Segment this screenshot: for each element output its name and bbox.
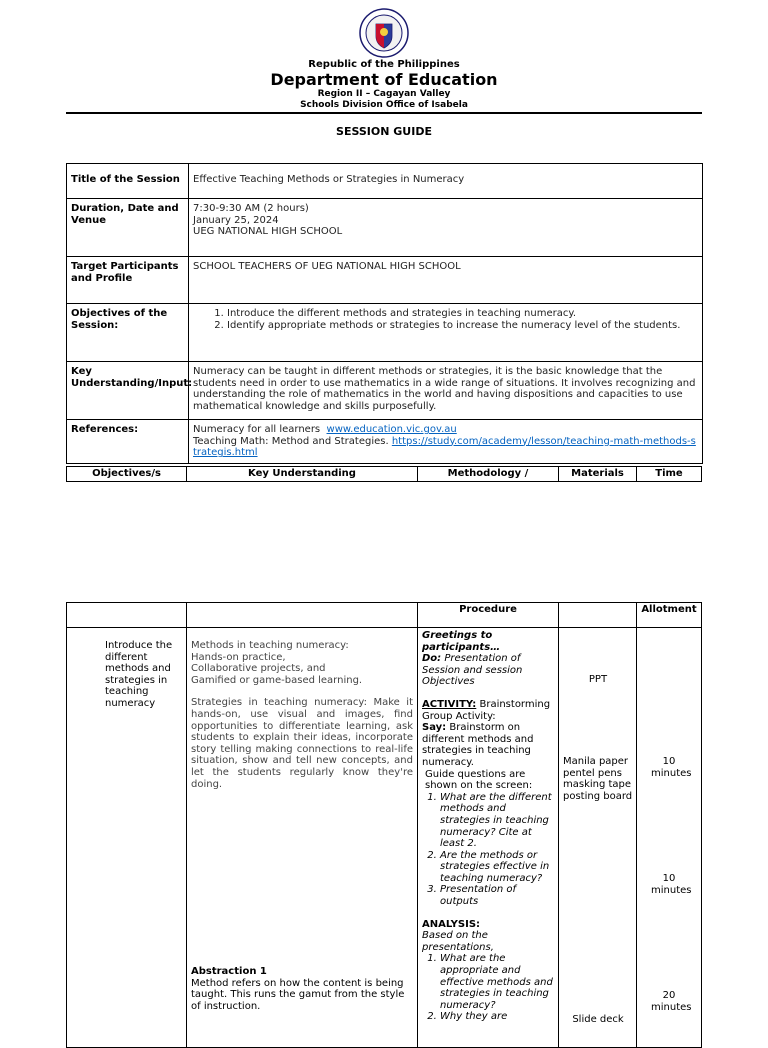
references-label: References: xyxy=(67,420,189,464)
duration-label: Duration, Date and Venue xyxy=(67,199,189,257)
do-text: Presentation of Session and session Objectives xyxy=(422,653,523,688)
key-label: Key Understanding/Input: xyxy=(67,362,189,420)
guide-question: 3. Presentation of outputs xyxy=(440,884,556,907)
strategies-text: Strategies in teaching numeracy: Make it hands-on, use visual and images, find opportunities to differentiate learning, ask students to explain their ideas, incorporate story telling making connections to real-life situation, show and tell new concepts, and let the students regularly know they're doing. xyxy=(191,697,413,790)
header-divider xyxy=(66,112,702,114)
material-item: Manila paper xyxy=(563,756,629,767)
cont-col-1 xyxy=(67,603,187,628)
analysis-text: Based on the presentations, xyxy=(422,930,494,953)
col-procedure: Procedure xyxy=(418,603,559,628)
department-title: Department of Education xyxy=(270,70,498,89)
duration-time: 7:30-9:30 AM (2 hours) xyxy=(193,203,309,214)
objective-cell xyxy=(67,628,187,1048)
method-item: Hands-on practice, xyxy=(191,651,286,663)
references-value xyxy=(189,420,703,464)
time-allotment: 20 minutes xyxy=(651,990,692,1013)
col-key-understanding: Key Understanding xyxy=(187,467,418,482)
analysis-question: 2. Why they are xyxy=(440,1011,556,1023)
abstraction-text: Method refers on how the content is being taught. This runs the gamut from the style of instruction. xyxy=(191,977,405,1012)
target-value: SCHOOL TEACHERS OF UEG NATIONAL HIGH SCHOOL xyxy=(189,257,703,304)
document-title: SESSION GUIDE xyxy=(336,125,432,138)
duration-date: January 25, 2024 xyxy=(193,214,279,226)
col-objectives: Objectives/s xyxy=(67,467,187,482)
col-methodology: Methodology / xyxy=(418,467,559,482)
title-value: Effective Teaching Methods or Strategies in Numeracy xyxy=(189,164,703,199)
duration-value xyxy=(189,199,703,257)
time-cell xyxy=(637,628,702,1048)
guide-question: 1. What are the different methods and strategies in teaching numeracy? Cite at least 2. xyxy=(440,792,556,850)
objective-item: 1. Introduce the different methods and strategies in teaching numeracy. xyxy=(227,308,698,320)
analysis-question: 1. What are the appropriate and effective methods and strategies in teaching numeracy? xyxy=(440,953,556,1011)
procedure-cell xyxy=(418,628,559,1048)
time-allotment: 10 minutes xyxy=(651,873,692,896)
cont-col-2 xyxy=(187,603,418,628)
session-info-table xyxy=(66,163,703,464)
say-label: Say: xyxy=(422,722,447,734)
analysis-label: ANALYSIS: xyxy=(422,918,481,930)
procedure-table xyxy=(66,602,702,1048)
method-item: Collaborative projects, and xyxy=(191,663,326,675)
title-label: Title of the Session xyxy=(67,164,189,199)
objectives-value xyxy=(189,304,703,362)
material-slide-deck: Slide deck xyxy=(572,1014,624,1025)
method-item: Gamified or game-based learning. xyxy=(191,674,363,686)
reference-1-link[interactable]: www.education.vic.gov.au xyxy=(326,424,457,435)
objective-item: 2. Identify appropriate methods or strategies to increase the numeracy level of the students. xyxy=(227,320,698,332)
abstraction-title: Abstraction 1 xyxy=(191,966,267,977)
reference-2-link[interactable]: https://study.com/academy/lesson/teaching-math-methods-strategis.html xyxy=(193,435,696,459)
guide-question: 2. Are the methods or strategies effective in teaching numeracy? xyxy=(440,850,556,885)
col-allotment: Allotment xyxy=(637,603,702,628)
target-label: Target Participants and Profile xyxy=(67,257,189,304)
material-item: masking tape xyxy=(563,779,632,791)
republic-label: Republic of the Philippines xyxy=(308,59,460,70)
methods-title: Methods in teaching numeracy: xyxy=(191,640,349,651)
division-label: Schools Division Office of Isabela xyxy=(300,100,468,110)
do-label: Do: xyxy=(422,653,442,665)
row-objective: Introduce the different methods and strategies in teaching numeracy xyxy=(105,640,173,709)
key-value: Numeracy can be taught in different methods or strategies, it is the basic knowledge that the students need in order to use mathematics in a wide range of situations. It involves recognizing and understanding the role of mathematics in the world and having dispositions and capacities to use mathematical knowledge and skills purposefully. xyxy=(189,362,703,420)
cont-col-4 xyxy=(559,603,637,628)
procedure-header-table xyxy=(66,466,702,482)
deped-seal-logo xyxy=(359,8,409,58)
material-item: posting board xyxy=(563,790,633,802)
reference-2-text: Teaching Math: Method and Strategies. xyxy=(193,435,389,447)
greeting: Greetings to participants… xyxy=(422,630,501,653)
say-text: Brainstorm on different methods and strategies in teaching numeracy. xyxy=(422,722,534,768)
duration-venue: UEG NATIONAL HIGH SCHOOL xyxy=(193,226,343,238)
material-item: pentel pens xyxy=(563,767,622,779)
col-time: Time xyxy=(637,467,702,482)
material-ppt: PPT xyxy=(588,674,608,685)
activity-text: Brainstorming Group Activity: xyxy=(422,698,551,722)
objectives-label: Objectives of the Session: xyxy=(67,304,189,362)
guide-text: Guide questions are shown on the screen: xyxy=(425,768,533,792)
activity-label: ACTIVITY: xyxy=(422,698,477,710)
key-understanding-cell xyxy=(187,628,418,1048)
time-allotment: 10 minutes xyxy=(651,756,692,779)
materials-cell xyxy=(559,628,637,1048)
reference-1-text: Numeracy for all learners xyxy=(193,424,321,435)
region-label: Region II – Cagayan Valley xyxy=(317,89,451,99)
col-materials: Materials xyxy=(559,467,637,482)
